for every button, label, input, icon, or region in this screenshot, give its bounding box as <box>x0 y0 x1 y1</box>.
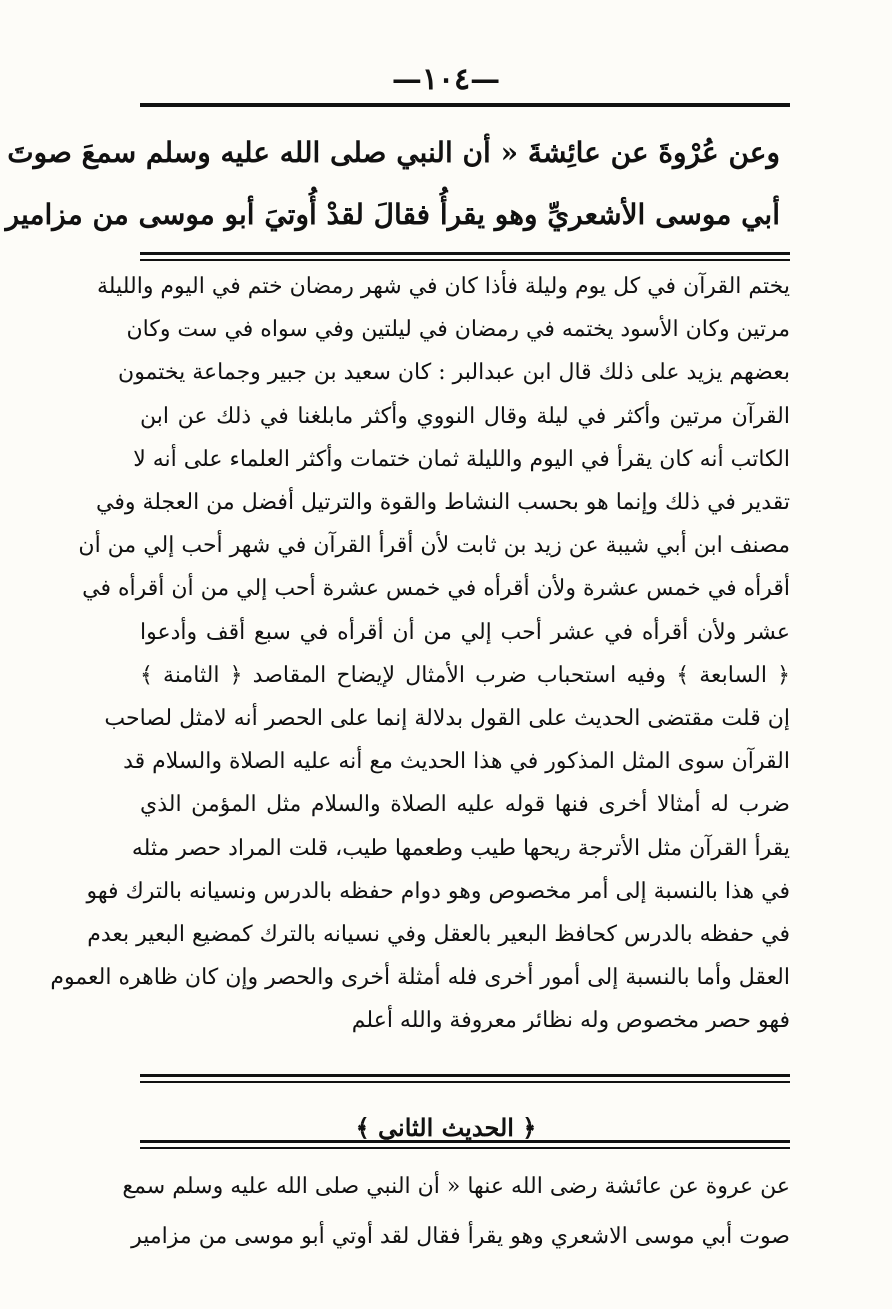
hadith-line: وعن عُرْوةَ عن عائِشةَ « أن النبي صلى الله عليه وسلم سمعَ صوتَ <box>7 136 780 169</box>
hadith-text-bottom <box>122 1162 790 1262</box>
commentary-line: يقرأ القرآن مثل الأترجة ريحها طيب وطعمها طيب، قلت المراد حصر مثله <box>131 835 790 861</box>
commentary-line: في حفظه بالدرس كحافظ البعير بالعقل وفي نسيانه بالترك كمضيع البعير بعدم <box>87 922 790 948</box>
commentary-line: مصنف ابن أبي شيبة عن زيد بن ثابت لأن أقرأ القرآن في شهر أحب إلي من أن <box>78 533 790 559</box>
hadith-line: أبي موسى الأشعريِّ وهو يقرأُ فقالَ لقدْ أُوتيَ أبو موسى من مزامير <box>5 198 780 231</box>
page-number: —١٠٤— <box>391 62 501 97</box>
commentary-line: عشر ولأن أقرأه في عشر أحب إلي من أن أقرأه في سبع أقف وأدعوا <box>140 619 790 645</box>
commentary-line: أقرأه في خمس عشرة ولأن أقرأه في خمس عشرة أحب إلي من أن أقرأه في <box>82 576 790 602</box>
commentary-line: القرآن سوى المثل المذكور في هذا الحديث مع أنه عليه الصلاة والسلام قد <box>123 749 790 775</box>
commentary-line: العقل وأما بالنسبة إلى أمور أخرى فله أمثلة أخرى والحصر وإن كان ظاهره العموم <box>50 965 790 991</box>
commentary-line: القرآن مرتين وأكثر في ليلة وقال النووي وأكثر مابلغنا في ذلك عن ابن <box>140 403 790 429</box>
separator-double-rule <box>140 252 790 261</box>
hadith-text-top <box>5 122 780 246</box>
hadith-line: عن عروة عن عائشة رضى الله عنها « أن النبي صلى الله عليه وسلم سمع <box>122 1174 790 1199</box>
commentary-line: بعضهم يزيد على ذلك قال ابن عبدالبر : كان سعيد بن جبير وجماعة يختمون <box>118 360 790 386</box>
commentary-line: ضرب له أمثالا أخرى فنها قوله عليه الصلاة والسلام مثل المؤمن الذي <box>140 792 790 818</box>
commentary-line: إن قلت مقتضى الحديث على القول بدلالة إنما على الحصر أنه لامثل لصاحب <box>104 706 790 732</box>
commentary-line: ﴿ السابعة ﴾ وفيه استحباب ضرب الأمثال لإيضاح المقاصد ﴿ الثامنة ﴾ <box>140 662 790 688</box>
commentary-line: فهو حصر مخصوص وله نظائر معروفة والله أعلم <box>351 1008 790 1034</box>
commentary-text <box>50 265 790 1043</box>
header-rule <box>140 103 790 107</box>
commentary-line: في هذا بالنسبة إلى أمر مخصوص وهو دوام حفظه بالدرس ونسيانه بالترك فهو <box>86 878 790 904</box>
commentary-line: الكاتب أنه كان يقرأ في اليوم والليلة ثمان ختمات وأكثر العلماء على أنه لا <box>133 446 790 472</box>
separator-double-rule <box>140 1140 790 1149</box>
commentary-line: تقدير في ذلك وإنما هو بحسب النشاط والقوة والترتيل أفضل من العجلة وفي <box>96 490 790 516</box>
commentary-line: يختم القرآن في كل يوم وليلة فأذا كان في شهر رمضان ختم في اليوم والليلة <box>97 274 790 299</box>
separator-double-rule <box>140 1074 790 1083</box>
commentary-line: مرتين وكان الأسود يختمه في رمضان في ليلتين وفي سواه في ست وكان <box>126 317 790 343</box>
hadith-line: صوت أبي موسى الاشعري وهو يقرأ فقال لقد أوتي أبو موسى من مزامير <box>131 1224 790 1249</box>
section-heading: ﴿ الحديث الثاني ﴾ <box>355 1113 537 1142</box>
